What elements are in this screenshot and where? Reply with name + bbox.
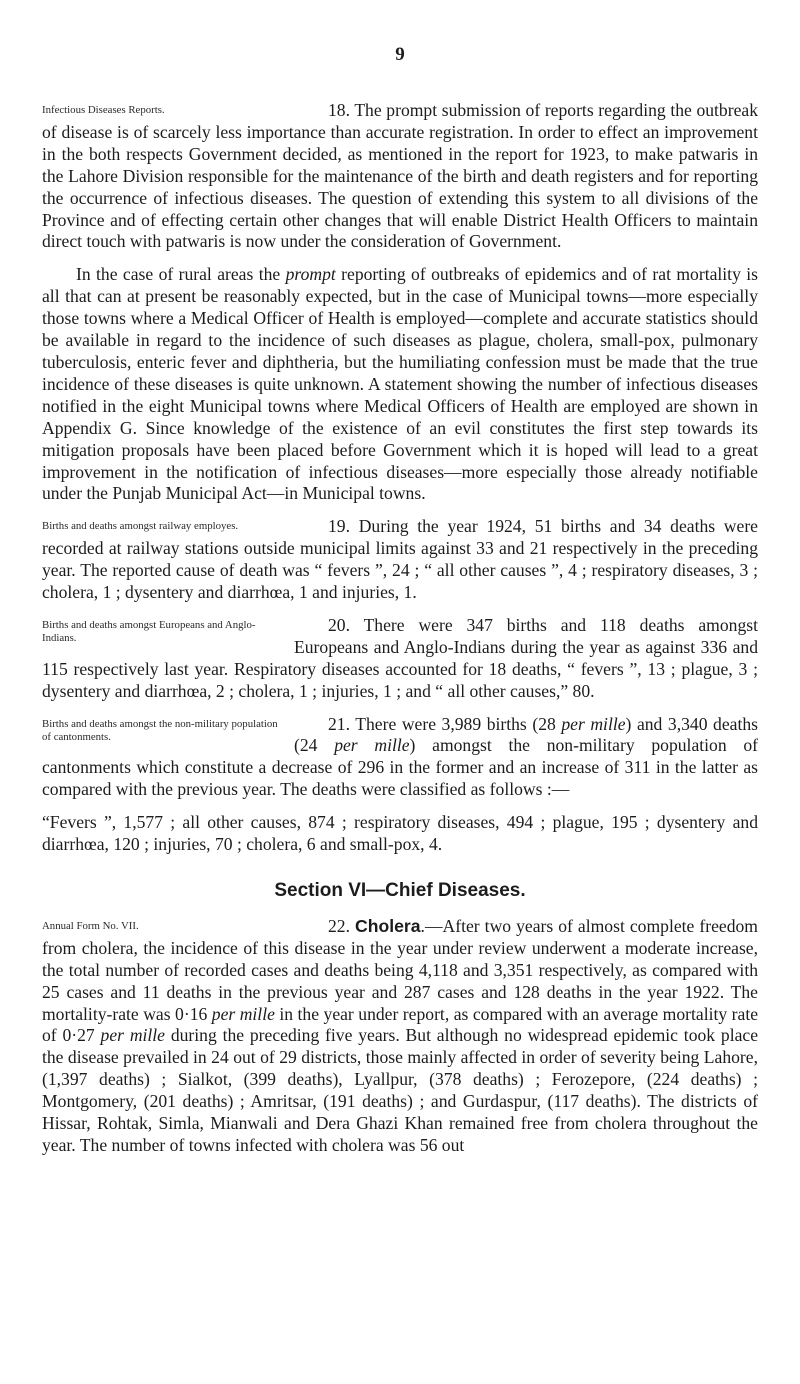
- margin-note: Births and deaths amongst railway employes.: [42, 520, 239, 533]
- margin-note: Annual Form No. VII.: [42, 919, 139, 932]
- paragraph-deaths-classified: [42, 812, 758, 856]
- paragraph-text: There were 3,989 births (28: [355, 713, 562, 734]
- page-body: [42, 100, 758, 1168]
- paragraph-text: There were 347 births and 118 deaths amongst Europeans and Anglo-Indians during the year as against 336 and 115 respectively last year. Respiratory diseases accounted for 18 deaths, “ fevers ”, 13 ; plague, 3 ; dysentery and diarrhœa, 2 ; cholera, 1 ; injuries, 1 ; and “ all other causes,” 80.: [42, 614, 758, 701]
- page-number: 9: [395, 44, 405, 65]
- disease-heading: Cholera: [355, 915, 421, 936]
- paragraph-number: 19.: [328, 516, 350, 537]
- paragraph-21: [42, 714, 758, 802]
- paragraph-text: In the case of rural areas the: [76, 264, 286, 285]
- margin-note: Infectious Diseases Reports.: [42, 104, 165, 116]
- paragraph-text: The prompt submission of reports regarding the outbreak of disease is of scarcely less importance than accurate registration. In order to effect an improvement in the both respects Government decided, as mentioned in the report for 1923, to make patwaris in the Lahore Division responsible for the maintenance of the birth and death registers and for reporting the occurrence of infectious diseases. The question of extending this system to all divisions of the Province and of effecting certain other changes that will enable District Health Officers to maintain direct touch with patwaris is now under the consideration of Government.: [42, 100, 758, 252]
- paragraph-text: “Fevers ”, 1,577 ; all other causes, 874 ; respiratory diseases, 494 ; plague, 195 ; dysentery and diarrhœa, 120 ; injuries, 70 ; cholera, 6 and small-pox, 4.: [42, 812, 758, 855]
- paragraph-rural-areas: [42, 264, 758, 505]
- paragraph-number: 21.: [328, 713, 350, 734]
- paragraph-number: 22.: [328, 915, 350, 936]
- paragraph-number: 18.: [328, 100, 350, 120]
- paragraph-18: [42, 100, 758, 253]
- paragraph-19: [42, 516, 758, 604]
- paragraph-number: 20.: [328, 614, 350, 635]
- section-heading: Section VI—Chief Diseases.: [274, 880, 526, 901]
- paragraph-text: .—After two years of almost complete freedom from cholera, the incidence of this disease in the year under review underwent a moderate increase, the total number of recorded cases and deaths being 4,118 and 3,351 respectively, as compared with 25 cases and 11 deaths in the previous year and 287 cases and 128 deaths in the year 1922. The mortality-rate was 0·16: [42, 915, 758, 1024]
- paragraph-22-cholera: [42, 916, 758, 1157]
- emphasis-text: per mille: [211, 1003, 275, 1024]
- paragraph-20: [42, 615, 758, 703]
- paragraph-text: reporting of outbreaks of epidemics and of rat mortality is all that can at present be reasonably expected, but in the case of Municipal towns—more especially those towns where a Medical Officer of Health is employed—complete and accurate statistics should be available in regard to the incidence of such diseases as plague, cholera, small-pox, pulmonary tuberculosis, enteric fever and diphtheria, but the humiliating confession must be made that the true incidence of these diseases is quite unknown. A statement showing the number of infectious diseases notified in the eight Municipal towns where Medical Officers of Health are employed are shown in Appendix G. Since knowledge of the existence of an evil constitutes the first step towards its mitigation proposals have been placed before Government which it is hoped will lead to a great improvement in the notification of infectious diseases—more especially those already notifiable under the Punjab Municipal Act—in Municipal towns.: [42, 264, 758, 504]
- margin-note: Births and deaths amongst Europeans and Anglo-Indians.: [42, 618, 256, 644]
- emphasis-text: per mille: [561, 713, 626, 734]
- emphasis-text: per mille: [334, 735, 410, 756]
- paragraph-text: ) amongst the non-military population of cantonments which constitute a decrease of 296 in the former and an increase of 311 in the latter as compared with the previous year. The deaths were classified as follows :—: [42, 735, 759, 800]
- paragraph-text: in the year under report, as compared with an average mortality rate of 0·27: [42, 1003, 759, 1046]
- emphasis-text: per mille: [100, 1025, 165, 1046]
- paragraph-text: ) and 3,340 deaths (24: [294, 713, 758, 756]
- margin-note: Births and deaths amongst the non-military population of cantonments.: [42, 717, 278, 743]
- emphasis-text: prompt: [285, 264, 336, 285]
- paragraph-text: during the preceding five years. But although no widespread epidemic took place the disease prevailed in 24 out of 29 districts, those mainly affected in order of severity being Lahore, (1,397 deaths) ; Sialkot, (399 deaths), Lyallpur, (378 deaths) ; Ferozepore, (224 deaths) ; Montgomery, (201 deaths) ; Amritsar, (191 deaths) ; and Gurdaspur, (117 deaths). The districts of Hissar, Rohtak, Simla, Mianwali and Dera Ghazi Khan remained free from cholera throughout the year. The number of towns infected with cholera was 56 out: [42, 1025, 759, 1155]
- paragraph-text: During the year 1924, 51 births and 34 deaths were recorded at railway stations outside municipal limits against 33 and 21 respectively in the preceding year. The reported cause of death was “ fevers ”, 24 ; “ all other causes ”, 4 ; respiratory diseases, 3 ; cholera, 1 ; dysentery and diarrhœa, 1 and injuries, 1.: [42, 516, 758, 603]
